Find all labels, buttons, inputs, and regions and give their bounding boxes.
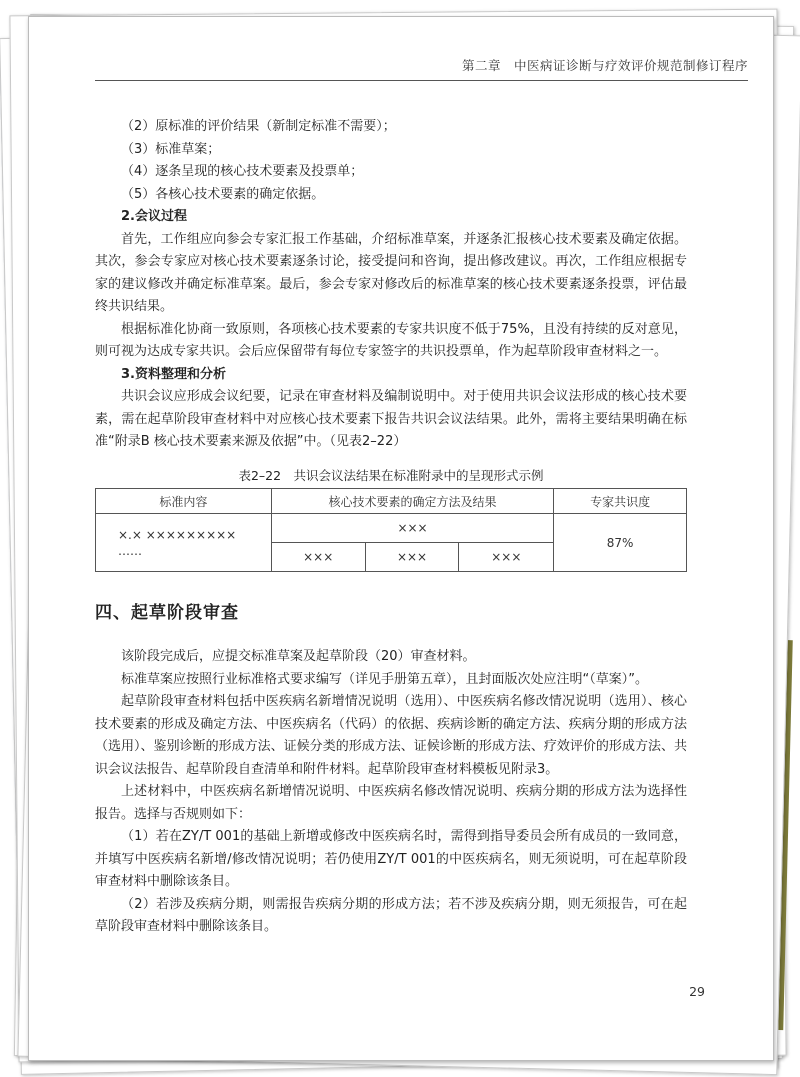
- section-heading: 四、起草阶段审查: [95, 603, 239, 623]
- header-rule: [95, 80, 748, 81]
- table-header-method: 核心技术要素的确定方法及结果: [271, 489, 553, 514]
- section-paragraph: 起草阶段审查材料包括中医疾病名新增情况说明（选用）、中医疾病名修改情况说明（选用）、核心技术要素的形成及确定方法、中医疾病名（代码）的依据、疾病诊断的确定方法、疾病分期的形成方法（选用）、鉴别诊断的形成方法、证候分类的形成方法、证候诊断的形成方法、疗效评价的形成方法、共识会议法报告、起草阶段自查清单和附件材料。起草阶段审查材料模板见附录3。: [95, 694, 687, 777]
- table-cell-method: ×××: [459, 543, 554, 572]
- running-head: 第二章 中医病证诊断与疗效评价规范制修订程序: [461, 58, 748, 73]
- analysis-paragraph: 共识会议应形成会议纪要，记录在审查材料及编制说明中。对于使用共识会议法形成的核心技术要素，需在起草阶段审查材料中对应核心技术要素下报告共识会议法结果。此外，需将主要结果明确在标准“附录B 核心技术要素来源及依据”中。（见表2–22）: [95, 389, 687, 449]
- section-paragraph: （2）若涉及疾病分期，则需报告疾病分期的形成方法；若不涉及疾病分期，则无须报告，可在起草阶段审查材料中删除该条目。: [95, 896, 687, 934]
- table-cell-consensus: 87%: [554, 514, 687, 572]
- section-paragraph: 上述材料中，中医疾病名新增情况说明、中医疾病名修改情况说明、疾病分期的形成方法为选择性报告。选择与否规则如下：: [95, 784, 687, 822]
- table-caption: 表2–22 共识会议法结果在标准附录中的呈现形式示例: [238, 468, 544, 483]
- meeting-paragraph-2: 根据标准化协商一致原则，各项核心技术要素的专家共识度不低于75%，且没有持续的反对意见，则可视为达成专家共识。会后应保留带有每位专家签字的共识投票单，作为起草阶段审查材料之一。: [95, 321, 687, 359]
- section-paragraph: 标准草案应按照行业标准格式要求编写（详见手册第五章），且封面版次处应注明“（草案）”。: [121, 671, 648, 687]
- table-header-content: 标准内容: [96, 489, 272, 514]
- section-paragraph: （1）若在ZY/T 001的基础上新增或修改中医疾病名时，需得到指导委员会所有成员的一致同意，并填写中医疾病名新增/修改情况说明；若仍使用ZY/T 001的中医疾病名，则无须说明，可在起草阶段审查材料中删除该条目。: [95, 829, 687, 889]
- lower-body: [95, 646, 687, 939]
- meeting-process-heading: 2.会议过程: [121, 209, 187, 224]
- content-line: ×.× ×××××××××: [118, 527, 237, 542]
- section-paragraph: 该阶段完成后，应提交标准草案及起草阶段（20）审查材料。: [121, 649, 476, 664]
- table-cell-content: [96, 514, 272, 572]
- meeting-paragraph-1: 首先，工作组应向参会专家汇报工作基础，介绍标准草案，并逐条汇报核心技术要素及确定依据。其次，参会专家应对核心技术要素逐条讨论，接受提问和咨询，提出修改建议。再次，工作组应根据专家的建议修改并确定标准草案。最后，参会专家对修改后的标准草案的核心技术要素逐条投票，评估最终共识结果。: [95, 231, 687, 314]
- table-cell-method: ×××: [365, 543, 459, 572]
- analysis-heading: 3.资料整理和分析: [121, 366, 226, 382]
- upper-body: [95, 116, 687, 454]
- page-number: 29: [689, 984, 705, 999]
- table-cell-method: ×××: [271, 543, 365, 572]
- list-item: （2）原标准的评价结果（新制定标准不需要）；: [121, 119, 396, 134]
- list-item: （3）标准草案；: [121, 141, 221, 157]
- list-item: （4）逐条呈现的核心技术要素及投票单；: [121, 164, 364, 179]
- table-cell-method-top: ×××: [271, 514, 553, 543]
- content-line-ellipsis: ……: [118, 543, 142, 558]
- table-header-consensus: 专家共识度: [554, 489, 687, 514]
- list-item: （5）各核心技术要素的确定依据。: [121, 186, 325, 202]
- consensus-result-table: [95, 488, 687, 572]
